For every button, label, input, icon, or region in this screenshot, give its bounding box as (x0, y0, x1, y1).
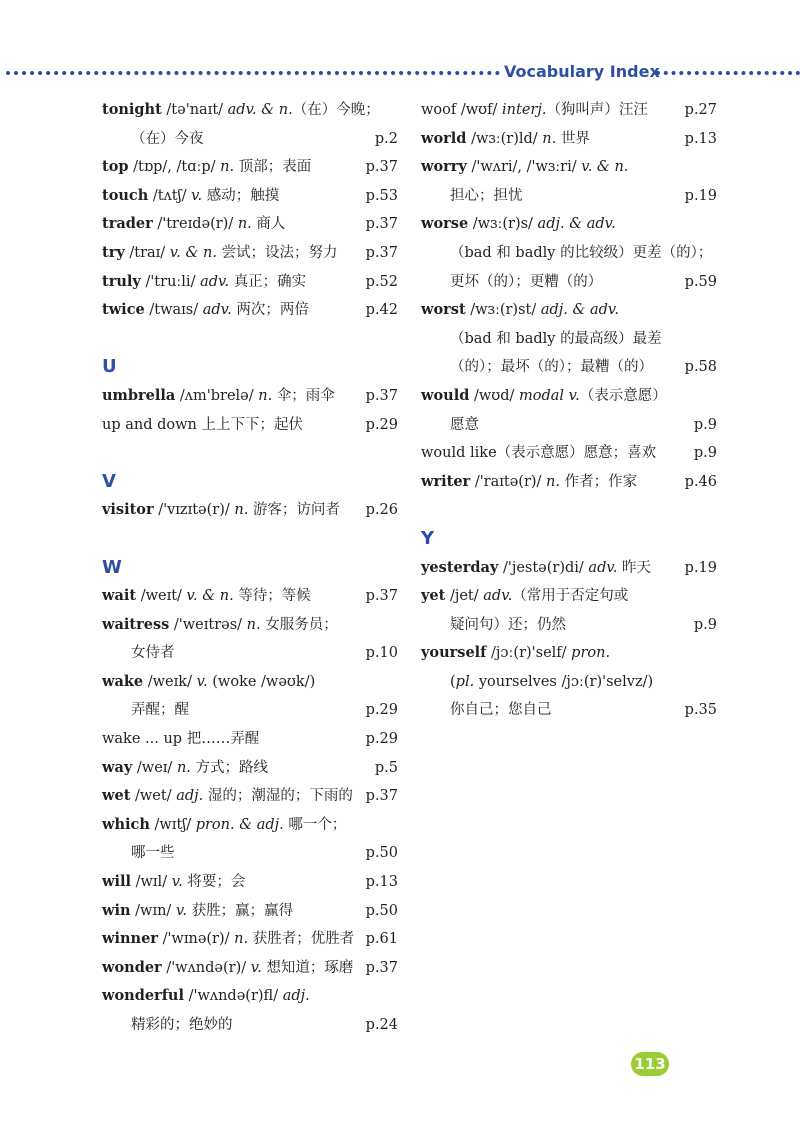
index-column-left (102, 96, 398, 1040)
part-of-speech: adj. (176, 788, 204, 805)
phonetic: /tɒp/, /tɑːp/ (133, 159, 216, 176)
phrase: would like（表示意愿）愿意；喜欢 (421, 445, 657, 462)
index-entry (102, 296, 398, 325)
part-of-speech: adv. & n. (227, 102, 293, 118)
page-ref: p.5 (374, 759, 398, 776)
section-letter-y: Y (421, 527, 435, 549)
dotted-rule-right (656, 71, 800, 75)
index-entry (102, 96, 398, 153)
definition: 感动；触摸 (206, 187, 280, 204)
phonetic: /'raɪtə(r)/ (474, 473, 542, 490)
definition: 伞；雨伞 (276, 387, 335, 404)
past-tense-form: (woke /wəʊk/) (212, 673, 316, 690)
part-of-speech: v. & n. (581, 159, 629, 176)
definition: 获胜者；优胜者 (252, 931, 355, 948)
page-ref: p.29 (365, 702, 398, 719)
definition: 获胜；赢；赢得 (191, 902, 294, 919)
phonetic: /'wʌndə(r)fl/ (188, 988, 279, 1005)
page-ref: p.26 (365, 502, 398, 519)
headword: umbrella (102, 386, 176, 404)
phonetic: /'wʌri/, /'wɜːri/ (471, 159, 577, 176)
page-ref: p.52 (365, 273, 398, 290)
definition: 昨天 (622, 559, 652, 576)
headword: worst (421, 301, 466, 319)
page-ref: p.58 (684, 359, 717, 376)
definition-continued: （bad 和 badly 的最高级）最差 (450, 330, 662, 347)
phonetic: /weɪ/ (136, 759, 173, 776)
page-ref: p.10 (365, 645, 398, 662)
definition-continued: 愿意 (450, 416, 479, 433)
headword: tonight (102, 101, 162, 118)
page-ref: p.2 (374, 130, 398, 147)
index-entry (102, 754, 398, 783)
index-entry (102, 239, 398, 268)
index-entry (421, 210, 717, 296)
headword: visitor (102, 501, 154, 519)
page-ref: p.27 (684, 102, 717, 118)
index-entry (102, 411, 398, 440)
part-of-speech: v. (196, 673, 208, 690)
headword: try (102, 243, 125, 261)
part-of-speech: n. (542, 130, 557, 147)
page-ref: p.9 (693, 445, 717, 462)
part-of-speech: n. (220, 159, 235, 176)
definition: 方式；路线 (195, 759, 268, 776)
index-entry (102, 496, 398, 525)
part-of-speech: adv. (200, 273, 230, 290)
page-ref: p.13 (684, 130, 717, 147)
definition: 将要；会 (187, 874, 246, 891)
dotted-rule-left (6, 71, 500, 75)
page-ref: p.13 (365, 874, 398, 891)
phonetic: /weɪt/ (140, 588, 182, 605)
page-ref: p.29 (365, 731, 398, 748)
index-entry (421, 296, 717, 382)
phonetic: /'jestə(r)di/ (502, 559, 584, 576)
headword: worse (421, 215, 469, 233)
page-ref: p.59 (684, 273, 717, 290)
part-of-speech: v. & n. (169, 244, 217, 261)
index-entry (102, 782, 398, 811)
headword: touch (102, 186, 149, 204)
page-ref: p.35 (684, 702, 717, 719)
index-entry (421, 582, 717, 639)
part-of-speech: n. (237, 216, 252, 233)
index-entry (421, 125, 717, 154)
index-entry (102, 668, 398, 725)
page-ref: p.19 (684, 559, 717, 576)
plural-form: yourselves /jɔː(r)'selvz/) (478, 673, 654, 690)
phonetic: /wɪl/ (135, 874, 168, 891)
definition-continued: 弄醒；醒 (131, 702, 189, 719)
page-ref: p.19 (684, 187, 717, 204)
phonetic: /'wɪnə(r)/ (162, 931, 230, 948)
definition-continued: （在）今夜 (131, 130, 204, 147)
phonetic: /ʌm'brelə/ (179, 387, 254, 404)
index-entry (102, 868, 398, 897)
part-of-speech: v. (175, 902, 188, 919)
page-ref: p.29 (365, 416, 398, 433)
definition: 尝试；设法；努力 (221, 244, 338, 261)
definition: 哪一个； (288, 816, 347, 833)
page-ref: p.46 (684, 473, 717, 490)
headword: winner (102, 930, 158, 948)
page-ref: p.37 (365, 159, 398, 176)
headword: will (102, 873, 132, 891)
definition: 真正；确实 (233, 273, 307, 290)
part-of-speech: n. (546, 473, 560, 490)
index-entry (421, 468, 717, 497)
part-of-speech: n. (234, 502, 249, 519)
index-entry (102, 925, 398, 954)
part-of-speech: v. (191, 187, 203, 204)
phonetic: /wet/ (135, 788, 172, 805)
page-ref: p.61 (365, 931, 398, 948)
phonetic: /'vɪzɪtə(r)/ (158, 502, 230, 519)
part-of-speech: n. (246, 616, 261, 633)
definition-continued: 担心；担忧 (450, 187, 523, 204)
headword: yesterday (421, 558, 499, 576)
index-entry (102, 153, 398, 182)
phrase: up and down 上上下下；起伏 (102, 416, 303, 433)
phonetic: /wɜː(r)ld/ (471, 130, 538, 147)
section-letter-w: W (102, 556, 122, 578)
definition: 想知道；琢磨 (266, 959, 354, 976)
headword: wonderful (102, 987, 184, 1005)
headword: twice (102, 301, 145, 319)
definition-continued: 更坏（的）；更糟（的） (450, 273, 603, 290)
definition: （狗叫声）汪汪 (546, 102, 648, 118)
definition-continued: （bad 和 badly 的比较级）更差（的）； (450, 244, 713, 261)
index-entry (102, 210, 398, 239)
part-of-speech: v. & n. (186, 588, 234, 605)
definition: 作者；作家 (564, 473, 638, 490)
index-entry (102, 725, 398, 754)
section-title: Vocabulary Index (504, 62, 660, 81)
headword: writer (421, 472, 471, 490)
definition: 湿的；潮湿的；下雨的 (207, 788, 353, 805)
part-of-speech: adv. (483, 588, 513, 605)
phonetic: /jɔː(r)'self/ (491, 645, 567, 662)
part-of-speech: n. (176, 759, 191, 776)
phonetic: /wɪtʃ/ (154, 816, 192, 833)
page-ref: p.37 (365, 959, 398, 976)
definition-continued: 你自己；您自己 (450, 702, 552, 719)
phonetic: /'truːli/ (145, 273, 196, 290)
part-of-speech: adv. (588, 559, 618, 576)
phonetic: /wɜː(r)s/ (472, 216, 533, 233)
index-entry (421, 96, 717, 125)
index-entry (102, 982, 398, 1039)
headword: win (102, 901, 131, 919)
index-entry (102, 954, 398, 983)
phonetic: /twaɪs/ (149, 302, 199, 319)
headword: world (421, 129, 467, 147)
index-entry (102, 611, 398, 668)
section-letter-v: V (102, 470, 116, 492)
headword: waitress (102, 615, 170, 633)
page-ref: p.37 (365, 788, 398, 805)
part-of-speech: modal v. (519, 387, 580, 404)
header-bar (0, 58, 800, 86)
phonetic: /'weɪtrəs/ (173, 616, 243, 633)
headword: trader (102, 215, 153, 233)
index-entry (102, 268, 398, 297)
part-of-speech: pron. (571, 645, 611, 662)
headword: truly (102, 272, 141, 290)
definition: （表示意愿） (579, 387, 667, 404)
page-ref: p.37 (365, 387, 398, 404)
index-entry (102, 182, 398, 211)
definition-continued: 哪一些 (131, 845, 175, 862)
index-entry (421, 554, 717, 583)
phonetic: /wʊf/ (460, 102, 498, 118)
phonetic: /weɪk/ (147, 673, 192, 690)
definition: 商人 (256, 216, 286, 233)
index-entry (421, 439, 717, 468)
section-letter-u: U (102, 356, 117, 378)
plural-abbrev: pl. (455, 673, 475, 690)
phonetic: /'wʌndə(r)/ (166, 959, 247, 976)
part-of-speech: v. (171, 874, 183, 891)
definition: （在）今晚； (292, 102, 380, 118)
definition: 游客；访问者 (252, 502, 340, 519)
part-of-speech: n. (234, 931, 249, 948)
page-ref: p.53 (365, 187, 398, 204)
headword: would (421, 386, 470, 404)
index-entry (421, 382, 717, 439)
part-of-speech: adj. & adv. (540, 302, 620, 319)
phonetic: /wɪn/ (135, 902, 172, 919)
page-number-badge: 113 (631, 1052, 669, 1076)
headword: wet (102, 787, 131, 805)
part-of-speech: adj. & adv. (537, 216, 616, 233)
plural-open: ( (450, 673, 456, 690)
definition-continued: 女侍者 (131, 645, 175, 662)
part-of-speech: interj. (502, 102, 547, 118)
definition-continued: 精彩的；绝妙的 (131, 1017, 233, 1033)
definition: 顶部；表面 (238, 159, 312, 176)
phrase: wake ... up 把……弄醒 (102, 731, 260, 748)
phonetic: /'treɪdə(r)/ (157, 216, 234, 233)
part-of-speech: pron. & adj. (195, 816, 284, 833)
index-entry (102, 582, 398, 611)
headword: wonder (102, 958, 162, 976)
part-of-speech: adv. (202, 302, 232, 319)
definition: 女服务员； (265, 616, 338, 633)
page-ref: p.50 (365, 845, 398, 862)
index-entry (102, 382, 398, 411)
definition-continued: （的）；最坏（的）；最糟（的） (450, 359, 653, 376)
definition-continued: 疑问句）还；仍然 (450, 616, 566, 633)
phonetic: /wʊd/ (473, 387, 515, 404)
definition: 等待；等候 (238, 588, 311, 605)
page-ref: p.42 (365, 302, 398, 319)
headword: yourself (421, 644, 487, 662)
page-ref: p.37 (365, 244, 398, 261)
phonetic: /tə'naɪt/ (166, 102, 224, 118)
definition: （常用于否定句或 (512, 588, 629, 605)
page-ref: p.9 (693, 416, 717, 433)
index-entry (421, 639, 717, 725)
headword: worry (421, 158, 467, 176)
page-ref: p.37 (365, 588, 398, 605)
headword: top (102, 158, 129, 176)
page-ref: p.50 (365, 902, 398, 919)
definition: 两次；两倍 (236, 302, 309, 319)
headword: woof (421, 102, 457, 118)
phonetic: /tʌtʃ/ (152, 187, 187, 204)
part-of-speech: v. (250, 959, 262, 976)
index-entry (421, 153, 717, 210)
part-of-speech: n. (258, 387, 273, 404)
index-column-right (421, 96, 717, 725)
page-ref: p.37 (365, 216, 398, 233)
index-entry (102, 811, 398, 868)
phonetic: /jet/ (449, 588, 479, 605)
headword: way (102, 758, 133, 776)
definition: 世界 (560, 130, 590, 147)
part-of-speech: adj. (282, 988, 310, 1005)
headword: wake (102, 672, 144, 690)
page-ref: p.9 (693, 616, 717, 633)
index-entry (102, 897, 398, 926)
phonetic: /wɜː(r)st/ (470, 302, 537, 319)
page-ref: p.24 (365, 1017, 398, 1033)
headword: which (102, 815, 150, 833)
headword: wait (102, 587, 137, 605)
headword: yet (421, 587, 446, 605)
phonetic: /traɪ/ (129, 244, 166, 261)
